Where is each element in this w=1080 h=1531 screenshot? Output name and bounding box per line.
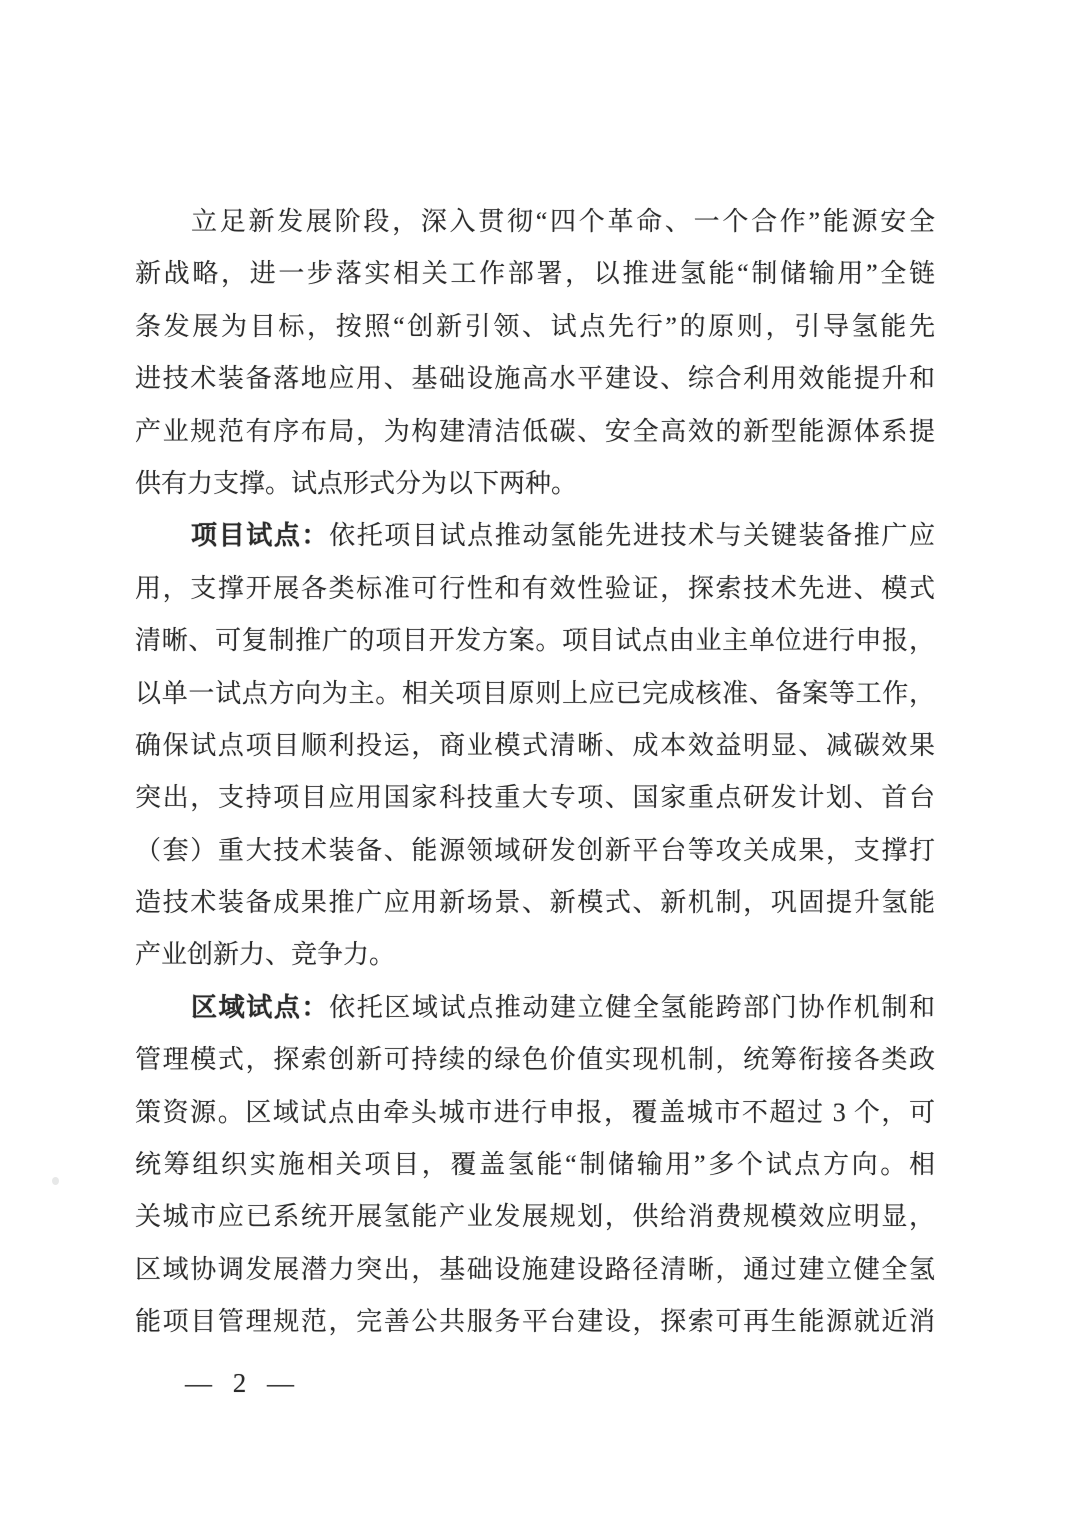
text-line: （套）重大技术装备、能源领域研发创新平台等攻关成果，支撑打 (135, 835, 935, 865)
text-line: 统筹组织实施相关项目，覆盖氢能“制储输用”多个试点方向。相 (135, 1150, 935, 1180)
text-line: 能项目管理规范，完善公共服务平台建设，探索可再生能源就近消 (135, 1307, 935, 1337)
text-line: 清晰、可复制推广的项目开发方案。项目试点由业主单位进行申报， (135, 626, 935, 656)
text-line (135, 510, 935, 562)
text-line: 策资源。区域试点由牵头城市进行申报，覆盖城市不超过 3 个，可 (135, 1097, 935, 1127)
text-line (135, 982, 935, 1034)
paragraph-lead-bold: 项目试点： (191, 521, 330, 551)
text-line: 产业创新力、竞争力。 (135, 940, 396, 970)
text-line: 以单一试点方向为主。相关项目原则上应已完成核准、备案等工作， (135, 678, 935, 708)
text-line: 造技术装备成果推广应用新场景、新模式、新机制，巩固提升氢能 (135, 888, 935, 918)
paragraph-lead-bold: 区域试点： (191, 992, 330, 1022)
text-span: 依托区域试点推动建立健全氢能跨部门协作机制和 (329, 992, 935, 1022)
text-line: 产业规范有序布局，为构建清洁低碳、安全高效的新型能源体系提 (135, 416, 935, 446)
page-number: — 2 — (185, 1368, 301, 1398)
text-line: 供有力支撑。试点形式分为以下两种。 (135, 468, 578, 498)
text-line: 新战略，进一步落实相关工作部署，以推进氢能“制储输用”全链 (135, 259, 935, 289)
scan-artifact (52, 1177, 59, 1185)
text-line: 确保试点项目顺利投运，商业模式清晰、成本效益明显、减碳效果 (135, 730, 935, 760)
text-span: 依托项目试点推动氢能先进技术与关键装备推广应 (329, 521, 935, 551)
text-line: 立足新发展阶段，深入贯彻“四个革命、一个合作”能源安全 (191, 207, 935, 236)
text-line: 管理模式，探索创新可持续的绿色价值实现机制，统筹衔接各类政 (135, 1045, 935, 1075)
document-body (135, 196, 935, 1349)
text-line: 进技术装备落地应用、基础设施高水平建设、综合利用效能提升和 (135, 364, 935, 394)
text-line: 区域协调发展潜力突出，基础设施建设路径清晰，通过建立健全氢 (135, 1254, 935, 1284)
text-line: 突出，支持项目应用国家科技重大专项、国家重点研发计划、首台 (135, 783, 935, 813)
text-line: 关城市应已系统开展氢能产业发展规划，供给消费规模效应明显， (135, 1202, 935, 1232)
text-line: 条发展为目标，按照“创新引领、试点先行”的原则，引导氢能先 (135, 311, 935, 341)
text-line: 用，支撑开展各类标准可行性和有效性验证，探索技术先进、模式 (135, 573, 935, 603)
